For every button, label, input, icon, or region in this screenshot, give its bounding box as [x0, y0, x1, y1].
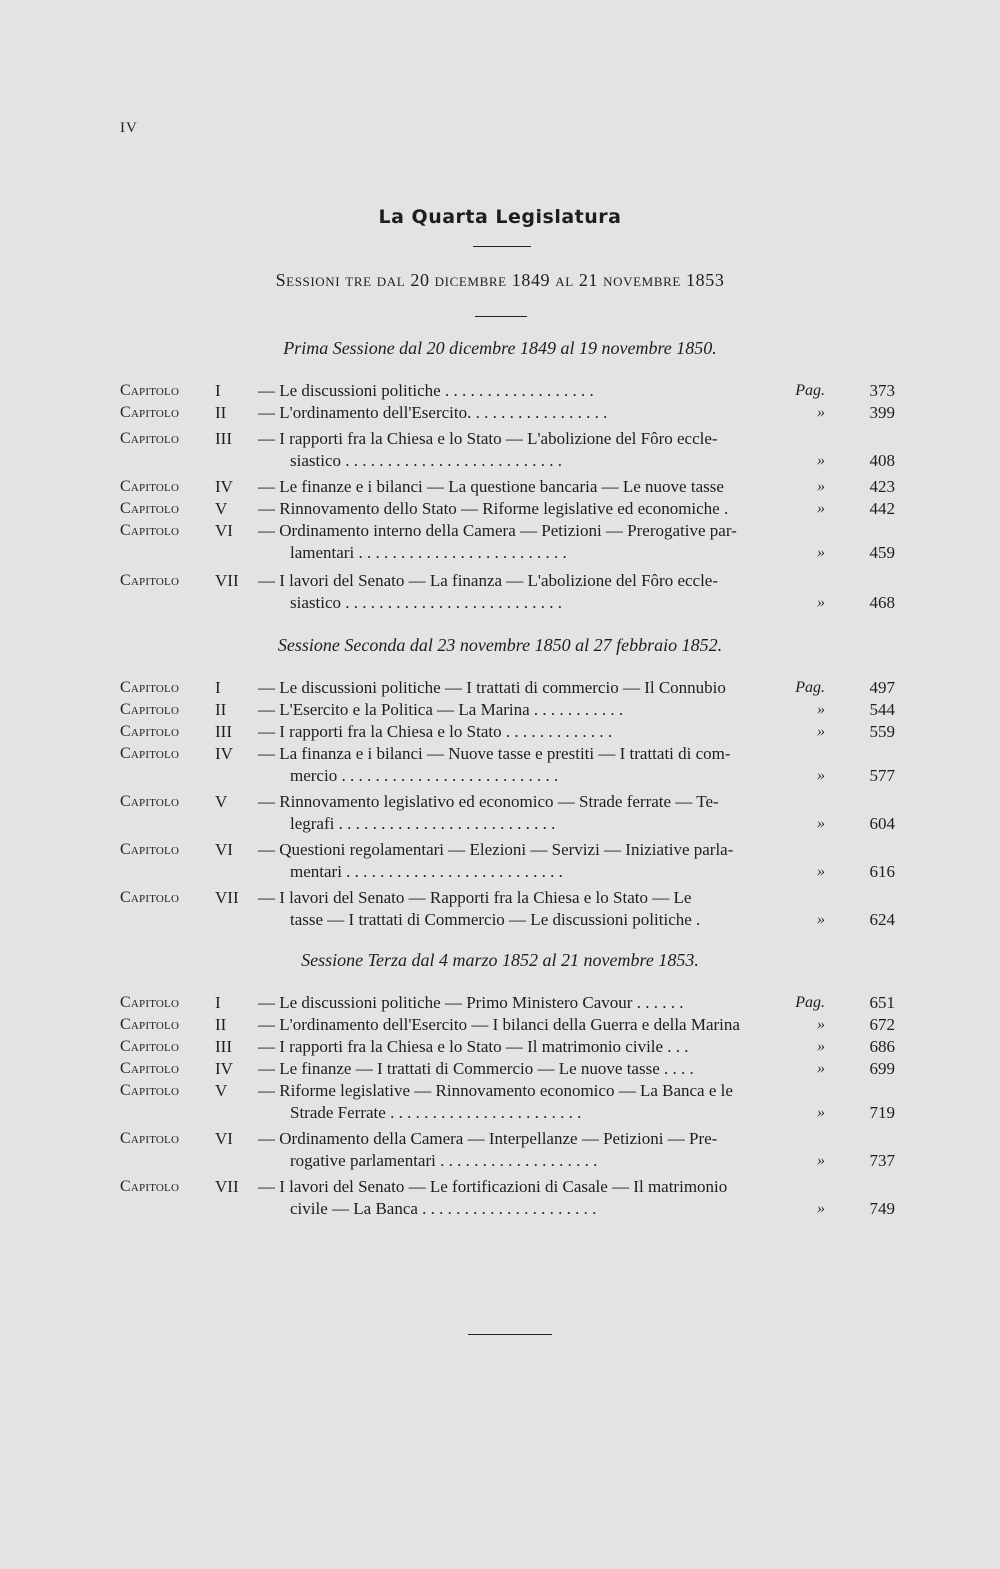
page-number: 544 — [869, 700, 895, 719]
toc-entry — [120, 721, 895, 743]
page-number: 651 — [869, 993, 895, 1012]
chapter-title — [258, 1058, 782, 1080]
page-prefix: » — [817, 478, 825, 495]
toc-entry — [120, 520, 895, 564]
chapter-number: IV — [215, 744, 233, 763]
page-number: 749 — [869, 1199, 895, 1218]
chapter-title-line1: — I lavori del Senato — Le fortificazioni di Casale — Il matrimonio — [258, 1177, 728, 1196]
page-number: 373 — [869, 381, 895, 400]
chapter-label: Capitolo — [120, 478, 180, 495]
toc-entry — [120, 402, 895, 424]
chapter-title — [258, 791, 782, 835]
chapter-label: Capitolo — [120, 841, 180, 858]
chapter-title — [258, 839, 782, 883]
chapter-label: Capitolo — [120, 430, 180, 447]
toc-entry — [120, 887, 895, 931]
chapter-title — [258, 721, 782, 743]
page-number: 616 — [869, 862, 895, 881]
chapter-title-line2: siastico . . . . . . . . . . . . . . . . . . . . . . . . . . — [290, 593, 562, 612]
session-heading: Sessione Seconda dal 23 novembre 1850 al 27 febbraio 1852. — [277, 635, 723, 655]
toc-entry — [120, 1014, 895, 1036]
chapter-title-line2: siastico . . . . . . . . . . . . . . . . . . . . . . . . . . — [290, 451, 562, 470]
toc-entry — [120, 498, 895, 520]
chapter-number: II — [215, 700, 227, 719]
chapter-number: IV — [215, 477, 233, 496]
chapter-label: Capitolo — [120, 1038, 180, 1055]
page-number: 468 — [869, 593, 895, 612]
chapter-title — [258, 428, 782, 472]
page-prefix: » — [817, 594, 825, 611]
chapter-number: III — [215, 429, 232, 448]
page-prefix: » — [817, 767, 825, 784]
page-number: 559 — [869, 722, 895, 741]
chapter-title — [258, 1128, 782, 1172]
chapter-title-line1: — I rapporti fra la Chiesa e lo Stato . . . . . . . . . . . . . — [258, 722, 613, 741]
chapter-label: Capitolo — [120, 572, 180, 589]
chapter-label: Capitolo — [120, 1082, 180, 1099]
chapter-number: VII — [215, 1177, 239, 1196]
chapter-title-line1: — Riforme legislative — Rinnovamento economico — La Banca e le — [258, 1081, 733, 1100]
chapter-title — [258, 402, 782, 424]
chapter-title-line2: civile — La Banca . . . . . . . . . . . . . . . . . . . . . — [290, 1199, 597, 1218]
chapter-title-line1: — Le discussioni politiche . . . . . . . . . . . . . . . . . . — [258, 381, 594, 400]
chapter-number: I — [215, 381, 221, 400]
toc-entry — [120, 428, 895, 472]
page-prefix: » — [817, 544, 825, 561]
chapter-label: Capitolo — [120, 522, 180, 539]
page-prefix: » — [817, 1060, 825, 1077]
page-number: 577 — [869, 766, 895, 785]
chapter-number: VI — [215, 521, 233, 540]
chapter-label: Capitolo — [120, 745, 180, 762]
chapter-title-line1: — La finanza e i bilanci — Nuove tasse e prestiti — I trattati di com- — [258, 744, 731, 763]
toc-entry — [120, 570, 895, 614]
session-heading: Sessione Terza dal 4 marzo 1852 al 21 novembre 1853. — [301, 950, 699, 970]
toc-entry — [120, 1058, 895, 1080]
chapter-title — [258, 1014, 782, 1036]
toc-entry — [120, 699, 895, 721]
chapter-title-line2: lamentari . . . . . . . . . . . . . . . . . . . . . . . . . — [290, 543, 567, 562]
chapter-number: V — [215, 792, 228, 811]
chapter-label: Capitolo — [120, 889, 180, 906]
page-prefix: » — [817, 701, 825, 718]
chapter-title — [258, 498, 782, 520]
chapter-number: II — [215, 1015, 227, 1034]
toc-entry — [120, 791, 895, 835]
chapter-label: Capitolo — [120, 723, 180, 740]
page-number: 624 — [869, 910, 895, 929]
chapter-label: Capitolo — [120, 1016, 180, 1033]
page-prefix: » — [817, 723, 825, 740]
chapter-title-line1: — I rapporti fra la Chiesa e lo Stato — Il matrimonio civile . . . — [258, 1037, 689, 1056]
chapter-title-line2: Strade Ferrate . . . . . . . . . . . . . . . . . . . . . . . — [290, 1103, 582, 1122]
chapter-number: V — [215, 499, 228, 518]
page-number: 672 — [869, 1015, 895, 1034]
chapter-number: VII — [215, 888, 239, 907]
page-prefix: » — [817, 1200, 825, 1217]
chapter-title — [258, 380, 782, 402]
chapter-number: II — [215, 403, 227, 422]
page-number: 423 — [869, 477, 895, 496]
toc-entry — [120, 839, 895, 883]
chapter-title-line1: — L'ordinamento dell'Esercito. . . . . . . . . . . . . . . . . — [258, 403, 608, 422]
chapter-title-line1: — Le discussioni politiche — Primo Ministero Cavour . . . . . . — [258, 993, 684, 1012]
chapter-title-line1: — I lavori del Senato — La finanza — L'abolizione del Fôro eccle- — [258, 571, 719, 590]
page-title: La Quarta Legislatura — [378, 206, 622, 228]
chapter-title-line1: — L'Esercito e la Politica — La Marina . . . . . . . . . . . — [258, 700, 624, 719]
chapter-number: VII — [215, 571, 239, 590]
chapter-label: Capitolo — [120, 500, 180, 517]
page-prefix: Pag. — [795, 994, 825, 1011]
page-prefix: Pag. — [795, 382, 825, 399]
page-number: 399 — [869, 403, 895, 422]
chapter-title — [258, 570, 782, 614]
chapter-title-line2: mercio . . . . . . . . . . . . . . . . . . . . . . . . . . — [290, 766, 559, 785]
page-prefix: » — [817, 1016, 825, 1033]
chapter-title-line1: — Le finanze — I trattati di Commercio — Le nuove tasse . . . . — [258, 1059, 694, 1078]
page-folio: IV — [120, 120, 138, 136]
toc-entry — [120, 1036, 895, 1058]
chapter-label: Capitolo — [120, 404, 180, 421]
page-prefix: Pag. — [795, 679, 825, 696]
toc-entry — [120, 1080, 895, 1124]
chapter-label: Capitolo — [120, 382, 180, 399]
chapter-title-line1: — Le finanze e i bilanci — La questione bancaria — Le nuove tasse — [258, 477, 724, 496]
closing-rule — [468, 1334, 552, 1335]
chapter-number: III — [215, 722, 232, 741]
chapter-title — [258, 992, 782, 1014]
page-prefix: » — [817, 452, 825, 469]
toc-entry — [120, 992, 895, 1014]
page-number: 737 — [869, 1151, 895, 1170]
chapter-title-line2: legrafi . . . . . . . . . . . . . . . . . . . . . . . . . . — [290, 814, 556, 833]
page-prefix: » — [817, 500, 825, 517]
chapter-label: Capitolo — [120, 679, 180, 696]
chapter-label: Capitolo — [120, 701, 180, 718]
page-prefix: » — [817, 1152, 825, 1169]
chapter-title — [258, 520, 782, 564]
toc-entry — [120, 677, 895, 699]
chapter-title — [258, 1036, 782, 1058]
toc-entry — [120, 1176, 895, 1220]
page-number: 459 — [869, 543, 895, 562]
chapter-label: Capitolo — [120, 793, 180, 810]
chapter-title-line1: — Questioni regolamentari — Elezioni — Servizi — Iniziative parla- — [258, 840, 734, 859]
page-prefix: » — [817, 815, 825, 832]
page-prefix: » — [817, 911, 825, 928]
page-prefix: » — [817, 863, 825, 880]
chapter-title — [258, 743, 782, 787]
chapter-title — [258, 1176, 782, 1220]
toc-entry — [120, 380, 895, 402]
page-prefix: » — [817, 1038, 825, 1055]
chapter-title — [258, 1080, 782, 1124]
chapter-title-line1: — L'ordinamento dell'Esercito — I bilanci della Guerra e della Marina — [258, 1015, 740, 1034]
toc-entry — [120, 743, 895, 787]
chapter-label: Capitolo — [120, 1060, 180, 1077]
chapter-number: IV — [215, 1059, 233, 1078]
chapter-title-line1: — Ordinamento interno della Camera — Petizioni — Prerogative par- — [258, 521, 737, 540]
chapter-number: VI — [215, 1129, 233, 1148]
chapter-title-line1: — I rapporti fra la Chiesa e lo Stato — L'abolizione del Fôro eccle- — [258, 429, 718, 448]
page-prefix: » — [817, 404, 825, 421]
toc-entry — [120, 476, 895, 498]
chapter-title-line1: — Rinnovamento legislativo ed economico — Strade ferrate — Te- — [258, 792, 719, 811]
chapter-number: V — [215, 1081, 228, 1100]
chapter-title-line2: rogative parlamentari . . . . . . . . . . . . . . . . . . . — [290, 1151, 598, 1170]
chapter-number: I — [215, 678, 221, 697]
chapter-number: VI — [215, 840, 233, 859]
page-number: 604 — [869, 814, 895, 833]
chapter-title-line1: — Rinnovamento dello Stato — Riforme legislative ed economiche . — [258, 499, 729, 518]
title-rule — [473, 246, 531, 247]
chapter-label: Capitolo — [120, 1130, 180, 1147]
chapter-title — [258, 476, 782, 498]
subtitle: Sessioni tre dal 20 dicembre 1849 al 21 novembre 1853 — [275, 270, 725, 290]
chapter-title-line1: — Le discussioni politiche — I trattati di commercio — Il Connubio — [258, 678, 726, 697]
page-number: 442 — [869, 499, 895, 518]
subtitle-rule — [475, 316, 527, 317]
chapter-label: Capitolo — [120, 994, 180, 1011]
chapter-label: Capitolo — [120, 1178, 180, 1195]
page-number: 408 — [869, 451, 895, 470]
chapter-number: III — [215, 1037, 232, 1056]
toc-entry — [120, 1128, 895, 1172]
chapter-title — [258, 677, 782, 699]
chapter-title-line1: — I lavori del Senato — Rapporti fra la Chiesa e lo Stato — Le — [258, 888, 692, 907]
session-heading: Prima Sessione dal 20 dicembre 1849 al 19 novembre 1850. — [283, 338, 717, 358]
chapter-title — [258, 699, 782, 721]
page-number: 719 — [869, 1103, 895, 1122]
chapter-number: I — [215, 993, 221, 1012]
page-number: 699 — [869, 1059, 895, 1078]
chapter-title — [258, 887, 782, 931]
chapter-title-line2: mentari . . . . . . . . . . . . . . . . . . . . . . . . . . — [290, 862, 563, 881]
page-number: 686 — [869, 1037, 895, 1056]
page-prefix: » — [817, 1104, 825, 1121]
chapter-title-line2: tasse — I trattati di Commercio — Le discussioni politiche . — [290, 910, 701, 929]
page-number: 497 — [869, 678, 895, 697]
chapter-title-line1: — Ordinamento della Camera — Interpellanze — Petizioni — Pre- — [258, 1129, 718, 1148]
